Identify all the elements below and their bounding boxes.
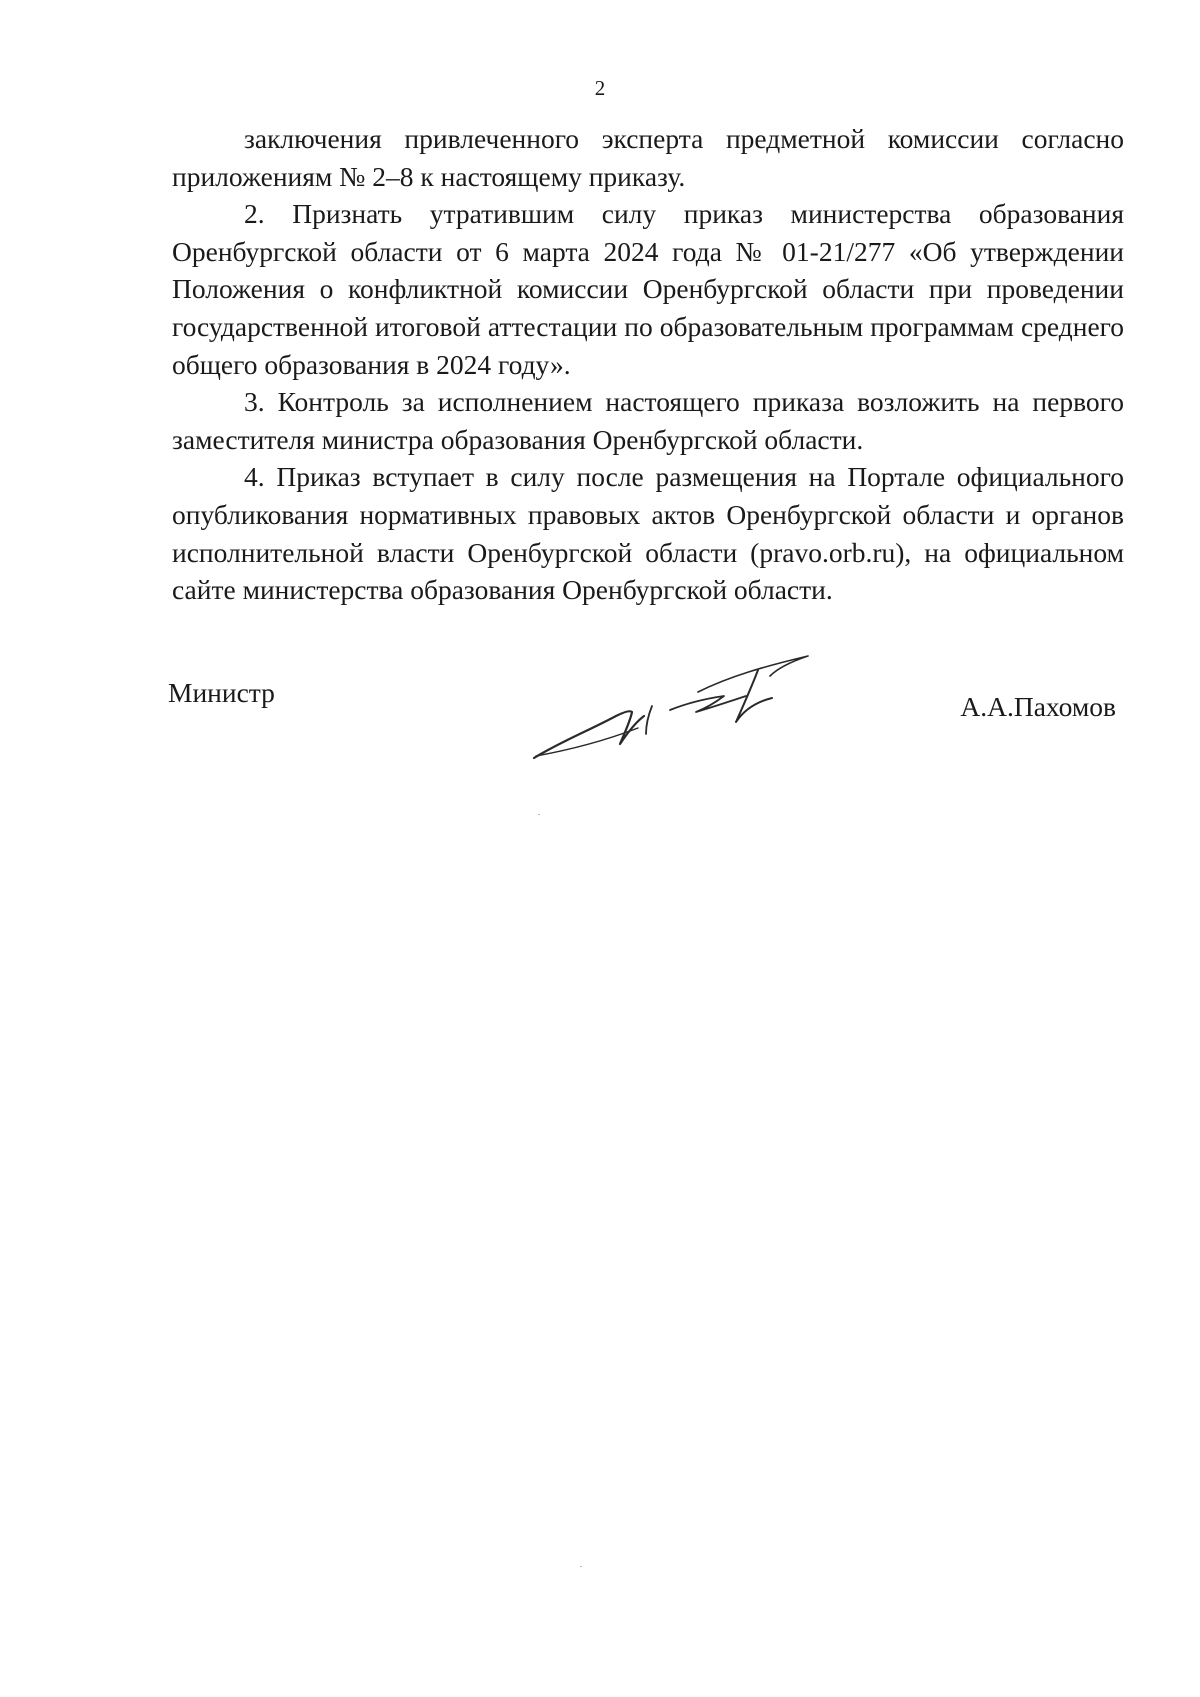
document-body — [172, 120, 1124, 609]
signature-stroke-underline — [536, 728, 638, 756]
page-number: 2 — [594, 76, 606, 100]
signature-stroke-cross — [736, 670, 772, 722]
paragraph-item-2: 2. Признать утратившим силу приказ министерства образования Оренбургской области от 6 марта 2024 года № 01-21/277 «Об утверждении Положения о конфликтной комиссии Оренбургской области при проведении государственной итоговой аттестации по образовательным программам среднего общего образования в 2024 году». — [172, 198, 1124, 380]
scan-speck — [538, 814, 540, 815]
signatory-name: А.А.Пахомов — [960, 691, 1116, 722]
paragraph-item-3: 3. Контроль за исполнением настоящего приказа возложить на первого заместителя министра образования Оренбургской области. — [172, 386, 1124, 455]
signature-stroke-main — [534, 711, 644, 758]
paragraph-item-4: 4. Приказ вступает в силу после размещения на Портале официального опубликования нормативных правовых актов Оренбургской области и органов исполнительной власти Оренбургской области (pravo.orb.ru), на официальном сайте министерства образования Оренбургской области. — [172, 461, 1124, 606]
signature-stroke-loop — [646, 706, 652, 734]
signature-stroke-top — [698, 656, 808, 692]
signatory-title: Министр — [168, 677, 275, 708]
handwritten-signature — [520, 646, 840, 776]
scan-speck — [580, 1566, 582, 1567]
signature-stroke-flourish — [670, 696, 746, 712]
signature-block — [0, 676, 1200, 796]
paragraph-continuation: заключения привлеченного эксперта предметной комиссии согласно приложениям № 2–8 к настоящему приказу. — [172, 123, 1124, 192]
